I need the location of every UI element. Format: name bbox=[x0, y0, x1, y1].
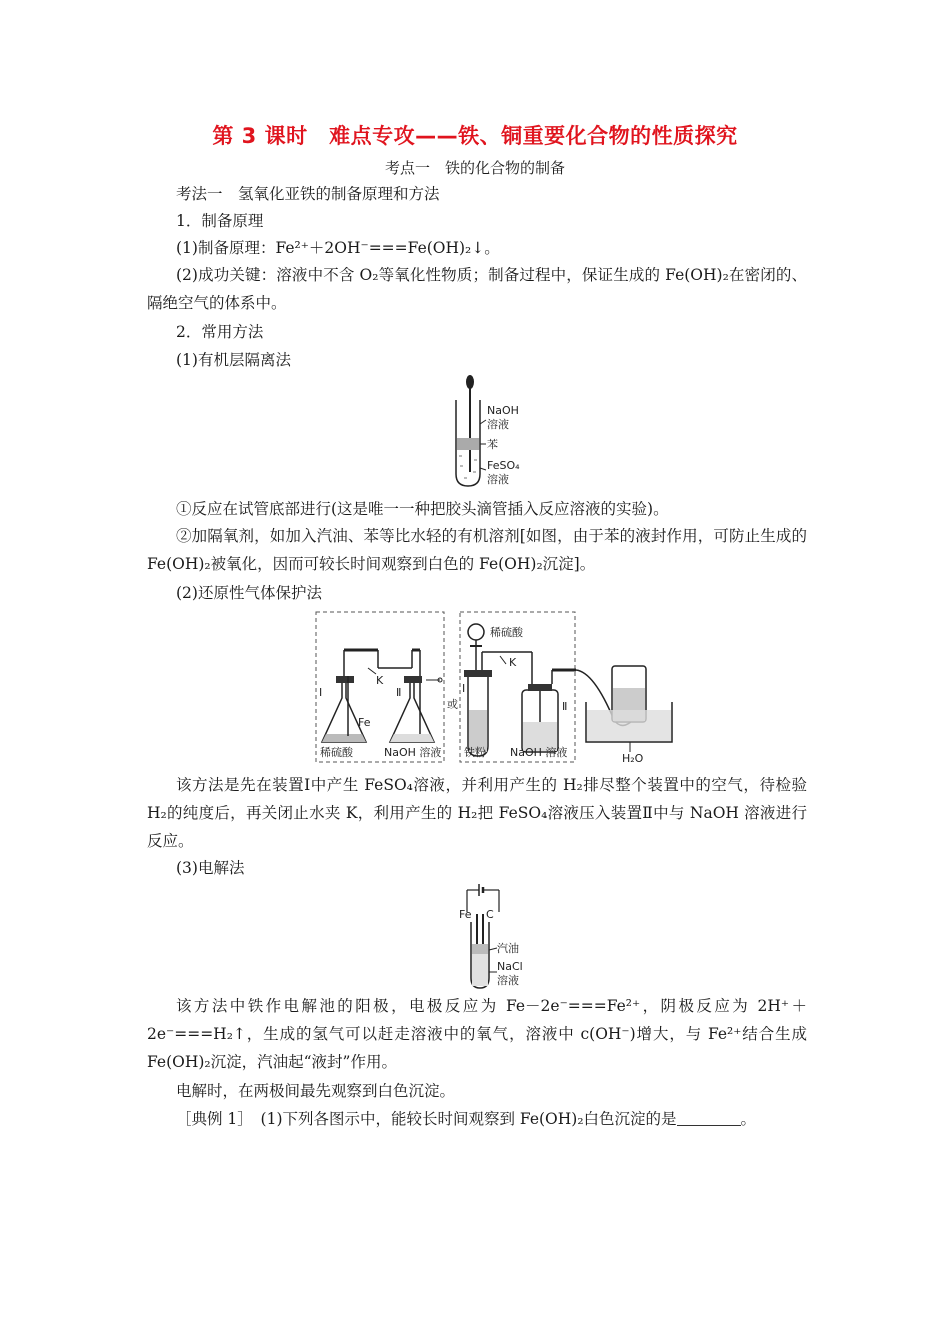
label-roman-1-left: Ⅰ bbox=[319, 686, 323, 699]
label-iron-powder: 铁粉 bbox=[464, 746, 486, 759]
label-solution-1: 溶液 bbox=[487, 418, 509, 431]
label-roman-1-right: Ⅰ bbox=[462, 682, 466, 695]
label-solution-2: 溶液 bbox=[487, 473, 509, 486]
label-acid-top: 稀硫酸 bbox=[490, 626, 523, 639]
method-heading: 考法一 氢氧化亚铁的制备原理和方法 bbox=[176, 185, 440, 203]
label-k-right: K bbox=[509, 656, 517, 669]
subheading-methods: 2．常用方法 bbox=[176, 323, 264, 341]
label-roman-2-right: Ⅱ bbox=[562, 700, 568, 713]
method-reducing-gas: (2)还原性气体保护法 bbox=[176, 584, 322, 602]
example-end: 。 bbox=[740, 1110, 757, 1128]
label-benzene: 苯 bbox=[487, 438, 498, 451]
electrolysis-figure bbox=[455, 880, 545, 992]
label-k-left: K bbox=[376, 674, 384, 687]
label-or: 或 bbox=[447, 698, 458, 711]
label-solution-3: 溶液 bbox=[497, 974, 519, 987]
label-nacl: NaCl bbox=[497, 960, 523, 973]
label-feso4: FeSO₄ bbox=[487, 459, 520, 472]
organic-layer-figure bbox=[440, 372, 540, 490]
method1-point2: ②加隔氧剂，如加入汽油、苯等比水轻的有机溶剂[如图，由于苯的液封作用，可防止生成的 Fe(OH)₂被氧化，因而可较长时间观察到白色的 Fe(OH)₂沉淀]。 bbox=[147, 527, 807, 573]
reducing-gas-figure bbox=[314, 610, 674, 770]
label-roman-2-left: Ⅱ bbox=[396, 686, 402, 699]
section-heading: 考点一 铁的化合物的制备 bbox=[384, 159, 565, 177]
method2-description: 该方法是先在装置Ⅰ中产生 FeSO₄溶液，并利用产生的 H₂排尽整个装置中的空气，待检验 H₂的纯度后，再关闭止水夹 K，利用产生的 H₂把 FeSO₄溶液压入装置Ⅱ中与 NaOH 溶液进行反应。 bbox=[147, 776, 807, 850]
example-question bbox=[176, 1109, 756, 1129]
example-text: ［典例 1］ (1)下列各图示中，能较长时间观察到 Fe(OH)₂白色沉淀的是 bbox=[176, 1110, 677, 1128]
method3-observation: 电解时，在两极间最先观察到白色沉淀。 bbox=[176, 1082, 456, 1100]
method-organic-layer: (1)有机层隔离法 bbox=[176, 351, 291, 369]
label-gasoline: 汽油 bbox=[497, 942, 519, 955]
label-naoh-right: NaOH 溶液 bbox=[510, 746, 568, 759]
page-title: 第 3 课时 难点专攻——铁、铜重要化合物的性质探究 bbox=[212, 124, 738, 148]
principle-key: (2)成功关键：溶液中不含 O₂等氧化性物质；制备过程中，保证生成的 Fe(OH)₂在密闭的、隔绝空气的体系中。 bbox=[147, 266, 807, 312]
method-electrolysis: (3)电解法 bbox=[176, 859, 245, 877]
answer-blank bbox=[677, 1111, 741, 1126]
method3-description: 该方法中铁作电解池的阳极，电极反应为 Fe－2e⁻===Fe²⁺，阴极反应为 2H⁺＋2e⁻===H₂↑，生成的氢气可以赶走溶液中的氧气，溶液中 c(OH⁻)增大，与 Fe²⁺结合生成 Fe(OH)₂沉淀，汽油起“液封”作用。 bbox=[147, 997, 807, 1071]
label-naoh: NaOH bbox=[487, 404, 519, 417]
label-fe: Fe bbox=[358, 716, 371, 729]
subheading-principle: 1．制备原理 bbox=[176, 212, 264, 230]
label-water: H₂O bbox=[622, 752, 644, 765]
method1-point1: ①反应在试管底部进行(这是唯一一种把胶头滴管插入反应溶液的实验)。 bbox=[176, 500, 669, 518]
label-electrode-fe: Fe bbox=[459, 908, 472, 921]
principle-equation: (1)制备原理：Fe²⁺＋2OH⁻===Fe(OH)₂↓。 bbox=[176, 239, 500, 257]
label-electrode-c: C bbox=[486, 908, 494, 921]
label-naoh-left: NaOH 溶液 bbox=[384, 746, 442, 759]
label-acid-left: 稀硫酸 bbox=[320, 746, 353, 759]
